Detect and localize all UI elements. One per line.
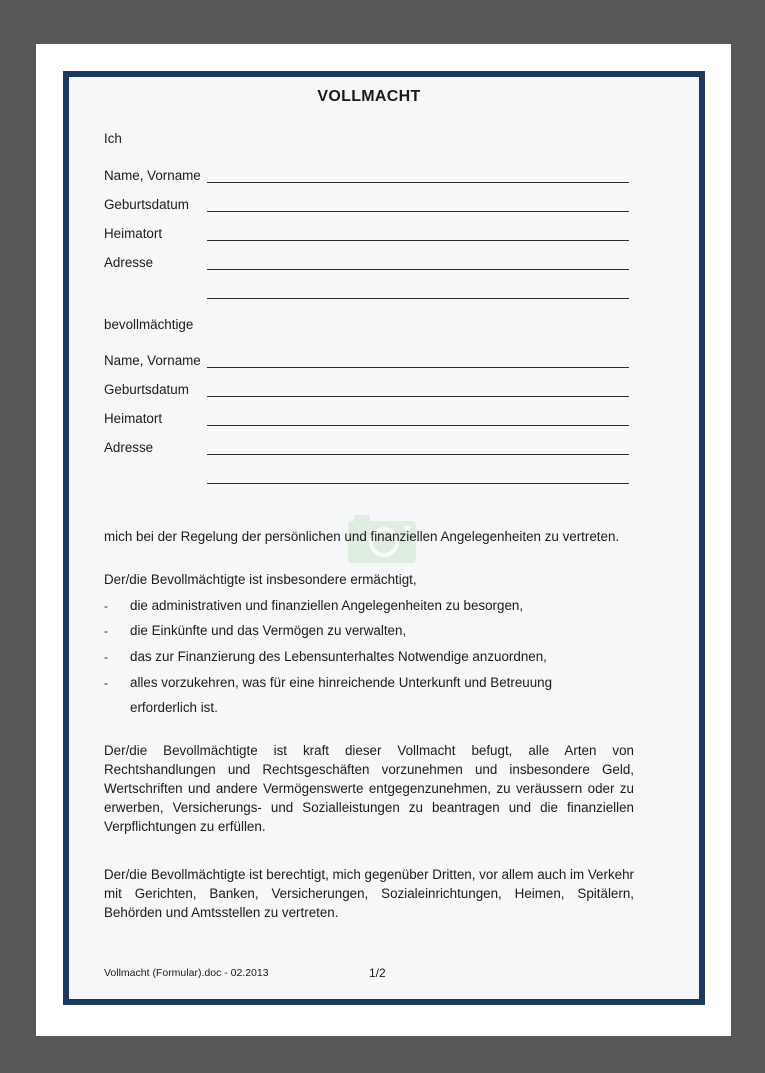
authorize-text: bevollmächtige [104,317,194,332]
principal-name-line [207,182,629,183]
agent-hometown-label: Heimatort [104,411,163,426]
powers-intro: Der/die Bevollmächtigte ist insbesondere ermächtigt, [104,572,417,587]
principal-birthdate-label: Geburtsdatum [104,197,189,212]
document-title: VOLLMACHT [317,88,421,105]
power-item: die administrativen und finanziellen Angelegenheiten zu besorgen, [130,598,524,613]
purpose-text: mich bei der Regelung der persönlichen und finanziellen Angelegenheiten zu vertreten. [104,529,620,544]
principal-birthdate-line [207,211,629,212]
principal-name-label: Name, Vorname [104,168,201,183]
footer-page-number: 1/2 [369,966,386,980]
intro-text: Ich [104,131,122,146]
principal-address-line-2 [207,298,629,299]
principal-hometown-label: Heimatort [104,226,163,241]
bullet-marker: - [104,624,108,638]
agent-address-line-2 [207,483,629,484]
principal-hometown-line [207,240,629,241]
paragraph-representation: Der/die Bevollmächtigte ist berechtigt, mich gegenüber Dritten, vor allem auch im Verkehr mit Gerichten, Banken, Versicherungen, Sozialeinrichtungen, Heimen, Spitälern, Behörden und Amtsstellen zu vertreten. [104,867,634,920]
agent-address-label: Adresse [104,440,154,455]
power-item: das zur Finanzierung des Lebensunterhaltes Notwendige anzuordnen, [130,649,547,664]
agent-birthdate-line [207,396,629,397]
power-item: alles vorzukehren, was für eine hinreichende Unterkunft und Betreuung [130,675,553,690]
paragraph-powers: Der/die Bevollmächtigte ist kraft dieser Vollmacht befugt, alle Arten von Rechtshandlungen und Rechtsgeschäften vorzunehmen und insbesondere Geld, Wertschriften und andere Vermögenswerte entgegenzunehmen, zu veräussern oder zu erwerben, Versicherungs- und Sozialleistungen zu beantragen und die finanziellen Verpflichtungen zu erfüllen. [104,743,634,834]
agent-name-label: Name, Vorname [104,353,201,368]
agent-birthdate-label: Geburtsdatum [104,382,189,397]
bullet-marker: - [104,650,108,664]
agent-hometown-line [207,425,629,426]
agent-address-line [207,454,629,455]
power-item: die Einkünfte und das Vermögen zu verwalten, [130,623,407,638]
footer-filename: Vollmacht (Formular).doc - 02.2013 [104,967,269,979]
principal-address-line [207,269,629,270]
agent-name-line [207,367,629,368]
bullet-marker: - [104,676,108,690]
principal-address-label: Adresse [104,255,154,270]
power-item-continuation: erforderlich ist. [130,700,218,715]
bullet-marker: - [104,599,108,613]
